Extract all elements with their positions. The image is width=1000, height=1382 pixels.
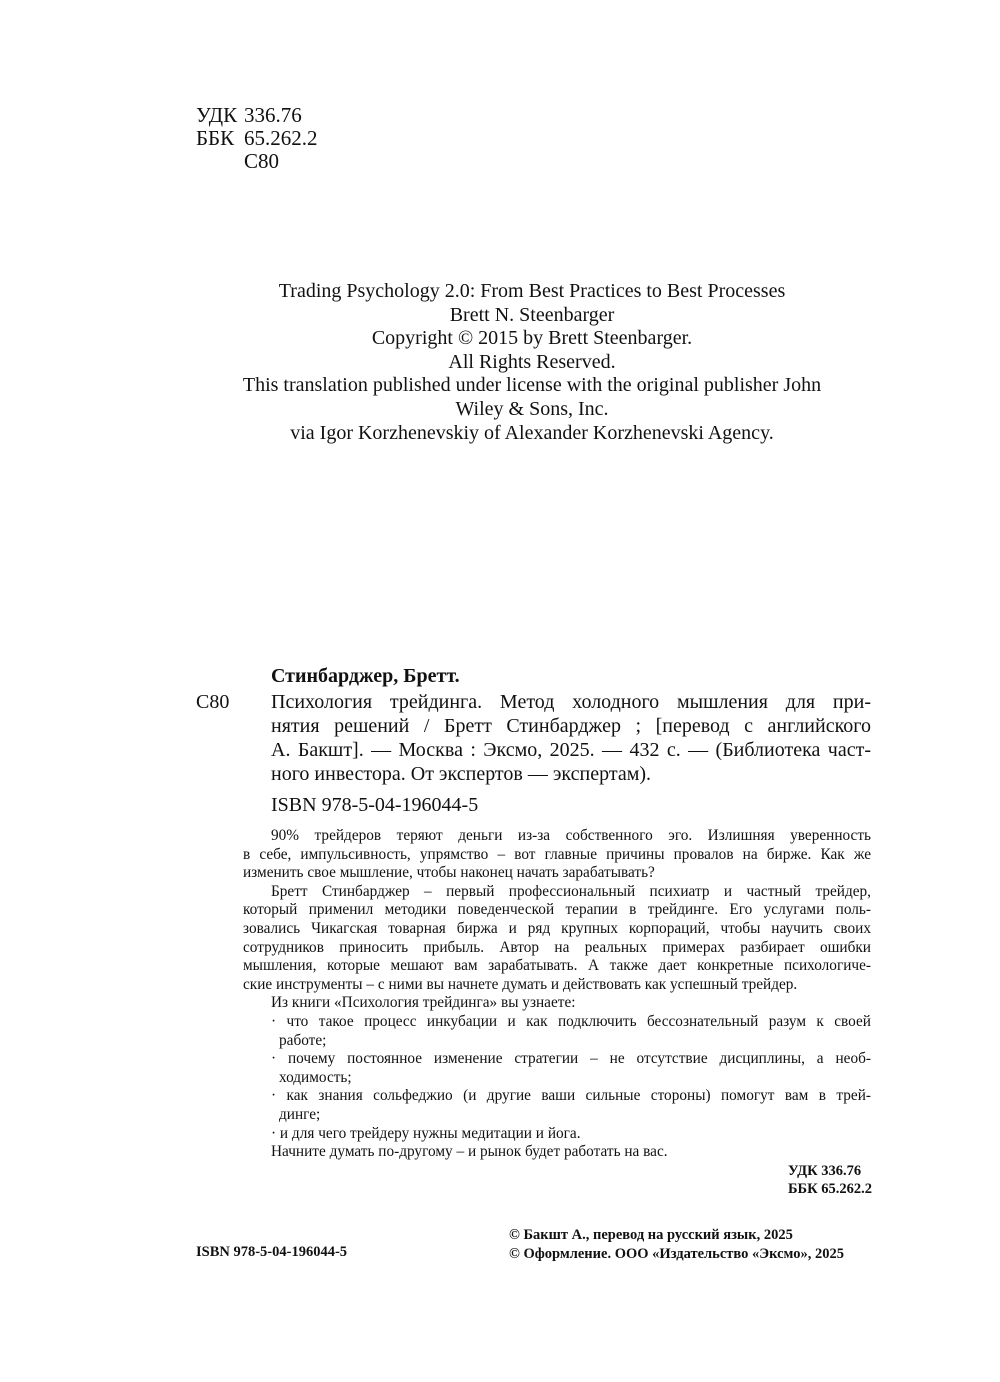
annotation (243, 827, 871, 1162)
udk-value: 336.76 (244, 103, 302, 127)
bbk-row (196, 126, 318, 150)
catalog-author-heading: Стинбарджер, Бретт. (271, 665, 460, 687)
annotation-line: зовались Чикагская товарная биржа и ряд крупных корпораций, чтобы научить своих (243, 919, 871, 937)
udk-row (196, 103, 302, 127)
copyright-line: Brett N. Steenbarger (449, 303, 615, 326)
catalog-isbn: ISBN 978-5-04-196044-5 (271, 794, 479, 816)
catalog-description-line: ного инвестора. От экспертов — экспертам). (271, 763, 652, 785)
copyright-design: © Оформление. ООО «Издательство «Эксмо», 2025 (509, 1245, 844, 1262)
catalog-description-line: нятия решений / Бретт Стинбарджер ; [перевод с английского (271, 715, 871, 737)
copyright-block (200, 280, 864, 445)
classification-bottom (788, 1162, 872, 1198)
annotation-line: в себе, импульсивность, упрямство – вот главные причины провалов на бирже. Как же (243, 845, 871, 863)
bbk-bottom: ББК 65.262.2 (787, 1181, 872, 1197)
copyrights-bottom (509, 1226, 844, 1263)
udk-label: УДК (196, 103, 238, 127)
author-mark-row (196, 149, 279, 173)
catalog-description-line: А. Бакшт]. — Москва : Эксмо, 2025. — 432 с. — (Библиотека част- (271, 739, 871, 761)
annotation-line: 90% трейдеров теряют деньги из-за собственного эго. Излишняя уверенность (271, 827, 871, 844)
copyright-line: Trading Psychology 2.0: From Best Practices to Best Processes (278, 280, 786, 302)
isbn-bottom: ISBN 978-5-04-196044-5 (196, 1244, 348, 1260)
annotation-line: · и для чего трейдеру нужны медитации и йога. (271, 1124, 581, 1142)
annotation-line: · что такое процесс инкубации и как подключить бессознательный разум к своей (271, 1012, 871, 1030)
copyright-line: Copyright © 2015 by Brett Steenbarger. (371, 327, 693, 350)
bbk-label: ББК (196, 126, 235, 150)
annotation-line: Бретт Стинбарджер – первый профессиональный психиатр и частный трейдер, (271, 882, 871, 900)
annotation-line: · почему постоянное изменение стратегии – не отсутствие дисциплины, а необ- (271, 1050, 871, 1068)
annotation-line: изменить свое мышление, чтобы наконец начать зарабатывать? (243, 864, 655, 882)
annotation-line: Из книги «Психология трейдинга» вы узнаете: (271, 994, 576, 1012)
annotation-line: Начните думать по-другому – и рынок будет работать на вас. (271, 1143, 668, 1161)
bbk-value: 65.262.2 (244, 126, 318, 150)
annotation-line: ские инструменты – с ними вы начнете думать и действовать как успешный трейдер. (243, 975, 798, 993)
annotation-line: · как знания сольфеджио (и другие ваши сильные стороны) помогут вам в трей- (271, 1087, 871, 1105)
udk-bottom: УДК 336.76 (787, 1163, 862, 1179)
catalog-author-mark: С80 (196, 691, 230, 713)
annotation-line: который применил методики поведенческой терапии в трейдинге. Его услугами поль- (243, 901, 871, 919)
annotation-line: мышления, которые мешают вам зарабатывать. А также дает конкретные психологиче- (243, 957, 871, 975)
copyright-translation: © Бакшт А., перевод на русский язык, 2025 (509, 1227, 793, 1243)
annotation-line: динге; (279, 1105, 321, 1123)
annotation-line: сотрудников приносить прибыль. Автор на реальных примерах разбирает ошибки (243, 938, 871, 956)
copyright-line: via Igor Korzhenevskiy of Alexander Korzhenevski Agency. (290, 421, 774, 444)
copyright-line: All Rights Reserved. (448, 350, 616, 373)
copyright-line: This translation published under license with the original publisher John (242, 374, 822, 397)
annotation-line: работе; (279, 1031, 327, 1049)
catalog-description-line: Психология трейдинга. Метод холодного мышления для при- (271, 691, 871, 713)
author-mark-top: С80 (244, 149, 280, 173)
copyright-line: Wiley & Sons, Inc. (455, 397, 609, 420)
annotation-line: ходимость; (279, 1068, 352, 1086)
